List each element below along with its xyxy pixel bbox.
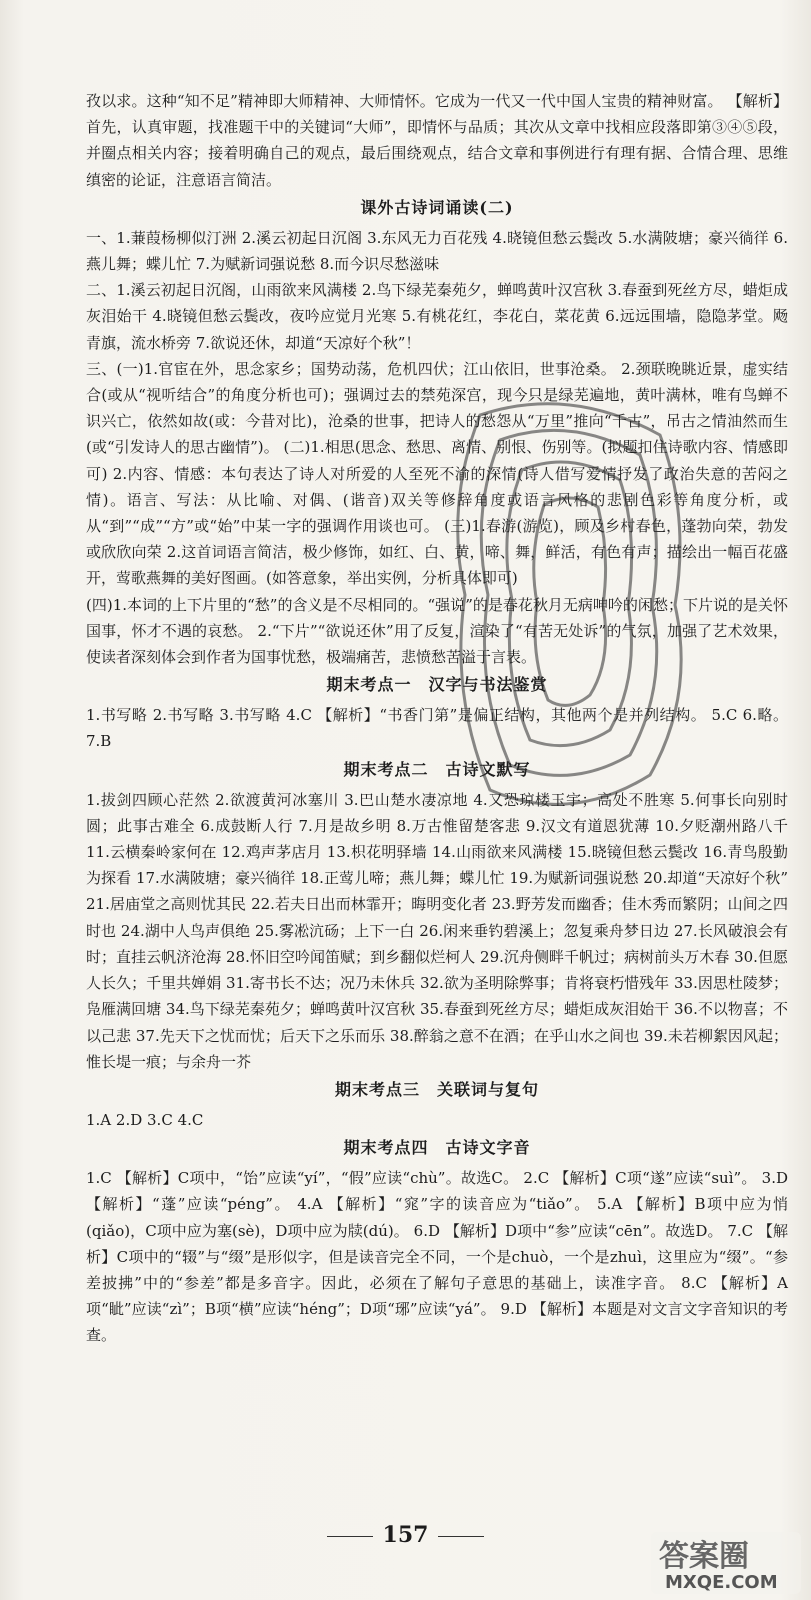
page-number: 157 [0,1522,811,1548]
logo-cn-text: 答案圈 [659,1539,749,1574]
logo-url-text: MXQE.COM [665,1572,778,1593]
section-conjunctions [86,1077,788,1133]
answer-paragraph: 二、1.溪云初起日沉阁，山雨欲来风满楼 2.鸟下绿芜秦苑夕，蝉鸣黄叶汉宫秋 3.春蚕到死丝方尽，蜡炬成灰泪始干 4.晓镜但愁云鬓改，夜吟应觉月光寒 5.有桃花红，李花白，菜花黄 6.远远围墙，隐隐茅堂。飏青旗，流水桥旁 7.欲说还休，却道“天凉好个秋”！ [86,281,788,352]
section-pronunciation [86,1135,788,1348]
section-title: 期末考点二 古诗文默写 [343,759,531,779]
section-title: 期末考点四 古诗文字音 [343,1138,531,1158]
answer-paragraph: 一、1.蒹葭杨柳似汀洲 2.溪云初起日沉阁 3.东风无力百花残 4.晓镜但愁云鬓改 5.水满陂塘；豪兴徜徉 6.燕儿舞；蝶儿忙 7.为赋新词强说愁 8.而今识尽愁滋味 [86,228,788,274]
answer-paragraph: 1.拔剑四顾心茫然 2.欲渡黄河冰塞川 3.巴山楚水凄凉地 4.又恐琼楼玉宇；高处不胜寒 5.何事长向别时圆；此事古难全 6.成鼓断人行 7.月是故乡明 8.万古惟留楚客悲 9.汉文有道恩犹薄 10.夕贬潮州路八千 11.云横秦岭家何在 12.鸡声茅店月 13.枳花明驿墙 14.山雨欲来风满楼 15.晓镜但愁云鬓改 16.青鸟殷勤为探看 17.水满陂塘；豪兴徜徉 18.正莺儿啼；燕儿舞；蝶儿忙 19.为赋新词强说愁 20.却道“天凉好个秋” 21.居庙堂之高则忧其民 22.若夫日出而林霏开；晦明变化者 23.野芳发而幽香；佳木秀而繁阴；山间之四时也 24.湖中人鸟声俱绝 25.雾凇沆砀；上下一白 26.闲来垂钓碧溪上；忽复乘舟梦日边 27.长风破浪会有时；直挂云帆济沧海 28.怀旧空吟闻笛赋；到乡翻似烂柯人 29.沉舟侧畔千帆过；病树前头万木春 30.但愿人长久；千里共婵娟 31.寄书长不达；况乃未休兵 32.欲为圣明除弊事；肯将衰朽惜残年 33.因思杜陵梦；凫雁满回塘 34.鸟下绿芜秦苑夕；蝉鸣黄叶汉宫秋 35.春蚕到死丝方尽；蜡炬成灰泪始干 36.不以物喜；不以己悲 37.先天下之忧而忧；后天下之乐而乐 38.醉翁之意不在酒；在乎山水之间也 39.未若柳絮因风起；惟长堤一痕；与余舟一芥 [86,790,788,1071]
answer-paragraph: 1.A 2.D 3.C 4.C [86,1110,204,1129]
page-number-left-rule [327,1536,373,1537]
section-title: 期末考点一 汉字与书法鉴赏 [326,675,548,695]
answer-paragraph: 1.C 【解析】C项中，“饴”应读“yí”，“假”应读“chù”。故选C。 2.C 【解析】C项“遂”应读“suì”。 3.D 【解析】“蓬”应读“péng”。 4.A 【解析】“窕”字的读音应为“tiǎo”。 5.A 【解析】B项中应为悄(qiǎo)，C项中应为塞(sè)，D项中应为牍(dú)。 6.D 【解析】D项中“参”应读“cēn”。故选D。 7.C 【解析】C项中的“辍”与“缀”是形似字，但是读音完全不同，一个是chuò，一个是zhuì，这里应为“缀”。“参差披拂”中的“参差”都是多音字。因此，必须在了解句子意思的基础上，读准字音。 8.C 【解析】A项“眦”应读“zì”；B项“横”应读“héng”；D项“琊”应读“yá”。 9.D 【解析】本题是对文言文字音知识的考查。 [86,1169,788,1345]
section-title: 课外古诗词诵读(二) [360,197,514,217]
document-body [86,88,788,1349]
answer-paragraph: 三、(一)1.官宦在外，思念家乡；国势动荡，危机四伏；江山依旧，世事沧桑。 2.颈联晚眺近景，虚实结合(或从“视听结合”的角度分析也可)；强调过去的禁苑深宫，现今只是绿芜遍地，黄叶满林，唯有鸟蝉不识兴亡，依然如故(或：今昔对比)，沧桑的世事，把诗人的愁怨从“万里”推向“千古”，吊古之情油然而生(或“引发诗人的思古幽情”)。 (二)1.相思(思念、愁思、离情、别恨、伤别等。(拟题扣住诗歌内容、情感即可) 2.内容、情感：本句表达了诗人对所爱的人至死不渝的深情(诗人借写爱情抒发了政治失意的苦闷之情)。语言、写法：从比喻、对偶、(谐音)双关等修辞角度或语言风格的悲剧色彩等角度分析，或从“到”“成”“方”或“始”中某一字的强调作用谈也可。 (三)1.春游(游览)，顾及乡村春色，蓬勃向荣，勃发或欣欣向荣 2.这首词语言简洁，极少修饰，如红、白、黄，啼、舞，鲜活，有色有声；描绘出一幅百花盛开，莺歌燕舞的美好图画。(如答意象，举出实例，分析具体即可) [86,359,788,588]
intro-paragraph: 孜以求。这种“知不足”精神即大师精神、大师情怀。它成为一代又一代中国人宝贵的精神财富。 【解析】首先，认真审题，找准题干中的关键词“大师”，即情怀与品质；其次从文章中找相应段落即第③④⑤段，并圈点相关内容；接着明确自己的观点，最后围绕观点，结合文章和事例进行有理有据、合情合理、思维缜密的论证，注意语言简洁。 [86,92,788,189]
page-number-right-rule [438,1536,484,1537]
section-calligraphy [86,672,788,754]
site-logo [651,1532,801,1594]
answer-paragraph: (四)1.本词的上下片里的“愁”的含义是不尽相同的。“强说”的是春花秋月无病呻吟的闲愁；下片说的是关怀国事，怀才不遇的哀愁。 2.“下片”“欲说还休”用了反复，渲染了“有苦无处诉”的气氛，加强了艺术效果，使读者深刻体会到作者为国事忧愁，极端痛苦，悲愤愁苦溢于言表。 [86,595,788,667]
section-dictation [86,757,788,1075]
section-title: 期末考点三 关联词与复句 [334,1079,539,1099]
answer-paragraph: 1.书写略 2.书写略 3.书写略 4.C 【解析】“书香门第”是偏正结构，其他两个是并列结构。 5.C 6.略。 7.B [86,706,788,751]
section-extracurricular-poetry [86,195,788,670]
